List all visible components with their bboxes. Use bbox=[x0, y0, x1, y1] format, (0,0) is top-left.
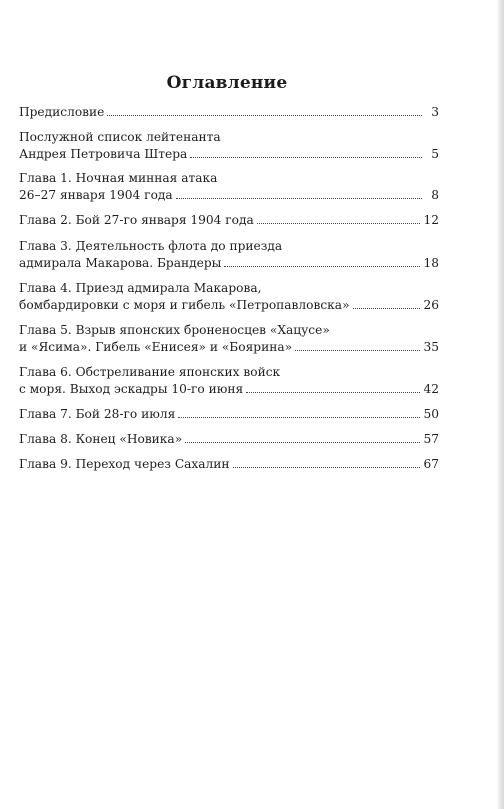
toc-entry-title: Глава 3. Деятельность флота до приезда bbox=[19, 239, 283, 253]
toc-entry-title: Глава 6. Обстреливание японских войск bbox=[19, 365, 281, 379]
toc-entry bbox=[19, 364, 439, 398]
toc-page-number: 3 bbox=[431, 105, 439, 119]
toc-entry-title: Андрея Петровича Штера bbox=[19, 147, 188, 161]
toc-entry bbox=[19, 104, 439, 121]
toc-entry-line bbox=[19, 212, 439, 229]
leader-dots bbox=[246, 391, 420, 393]
toc-page-number: 8 bbox=[431, 188, 439, 202]
toc-entry-title: Глава 5. Взрыв японских броненосцев «Хацусе» bbox=[19, 323, 330, 337]
toc-entry-line bbox=[19, 170, 439, 187]
toc-page-number: 12 bbox=[423, 213, 439, 227]
leader-dots bbox=[107, 114, 422, 116]
page-edge-shadow bbox=[498, 0, 504, 809]
toc-page-number: 18 bbox=[423, 256, 439, 270]
toc-entry-title: с моря. Выход эскадры 10-го июня bbox=[19, 382, 244, 396]
toc-entry bbox=[19, 431, 439, 448]
toc-entry-line bbox=[19, 238, 439, 255]
toc-entry-title: Глава 9. Переход через Сахалин bbox=[19, 457, 230, 471]
toc-entry-line bbox=[19, 297, 439, 314]
toc-entry-title: бомбардировки с моря и гибель «Петропавловска» bbox=[19, 298, 350, 312]
toc-entry bbox=[19, 212, 439, 229]
toc-entry-line bbox=[19, 129, 439, 146]
toc-entry bbox=[19, 280, 439, 314]
toc-page-number: 26 bbox=[423, 298, 439, 312]
toc-entry-title: Глава 4. Приезд адмирала Макарова, bbox=[19, 281, 262, 295]
toc-entry-line bbox=[19, 187, 439, 204]
toc-entry bbox=[19, 238, 439, 272]
toc-page-number: 50 bbox=[423, 407, 439, 421]
toc-entry-line bbox=[19, 381, 439, 398]
toc-entry-line bbox=[19, 406, 439, 423]
leader-dots bbox=[257, 222, 421, 224]
toc-entry bbox=[19, 129, 439, 163]
toc-entry-line bbox=[19, 431, 439, 448]
toc-entry-title: Глава 1. Ночная минная атака bbox=[19, 171, 218, 185]
toc-page-number: 35 bbox=[423, 340, 439, 354]
toc-entry-line bbox=[19, 456, 439, 473]
toc-entry bbox=[19, 406, 439, 423]
toc-entry-line bbox=[19, 364, 439, 381]
leader-dots bbox=[295, 349, 420, 351]
toc-entry-line bbox=[19, 339, 439, 356]
toc-entry bbox=[19, 322, 439, 356]
toc-page-number: 5 bbox=[431, 147, 439, 161]
leader-dots bbox=[185, 441, 420, 443]
leader-dots bbox=[233, 466, 421, 468]
toc-entry-title: Глава 2. Бой 27-го января 1904 года bbox=[19, 213, 254, 227]
toc-page-number: 57 bbox=[423, 432, 439, 446]
toc-entry-title: Глава 8. Конец «Новика» bbox=[19, 432, 183, 446]
toc-entry-title: Послужной список лейтенанта bbox=[19, 130, 221, 144]
toc-entry-line bbox=[19, 146, 439, 163]
toc-page-number: 42 bbox=[423, 382, 439, 396]
leader-dots bbox=[176, 197, 422, 199]
toc-entry-title: 26–27 января 1904 года bbox=[19, 188, 173, 202]
toc-title: Оглавление bbox=[166, 73, 288, 93]
toc-entry-title: и «Ясима». Гибель «Енисея» и «Боярина» bbox=[19, 340, 293, 354]
leader-dots bbox=[353, 307, 421, 309]
toc-page-number: 67 bbox=[423, 457, 439, 471]
toc-entry bbox=[19, 456, 439, 473]
toc-entry bbox=[19, 170, 439, 204]
toc-entry-title: Глава 7. Бой 28-го июля bbox=[19, 407, 176, 421]
leader-dots bbox=[190, 156, 422, 158]
leader-dots bbox=[224, 265, 420, 267]
toc-entry-title: адмирала Макарова. Брандеры bbox=[19, 256, 222, 270]
toc-entry-title: Предисловие bbox=[19, 105, 105, 119]
toc-entry-line bbox=[19, 255, 439, 272]
toc-entry-line bbox=[19, 104, 439, 121]
toc-entry-line bbox=[19, 280, 439, 297]
leader-dots bbox=[178, 416, 420, 418]
toc-entry-line bbox=[19, 322, 439, 339]
